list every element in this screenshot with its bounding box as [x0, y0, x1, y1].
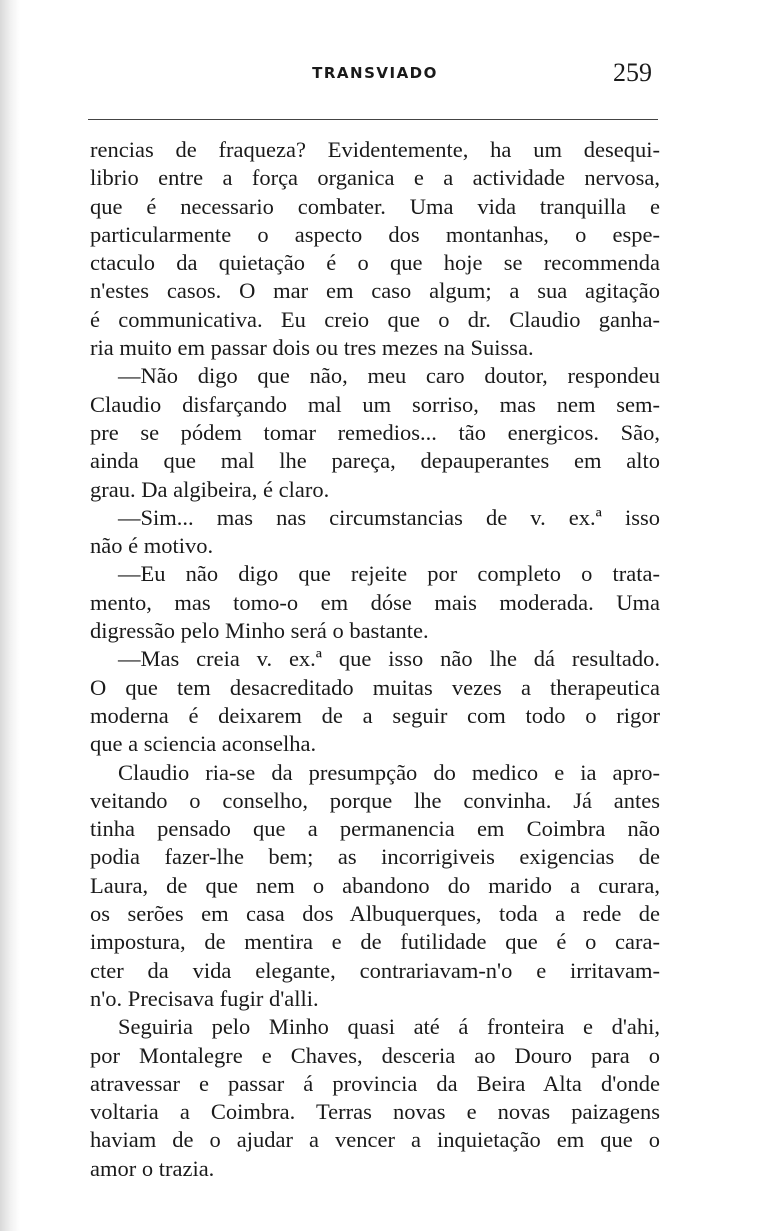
text-line: é communicativa. Eu creio que o dr. Claudio ganha- [90, 306, 660, 332]
text-line: que é necessario combater. Uma vida tranquilla e [90, 193, 660, 219]
header-rule [88, 119, 658, 120]
text-line: —Eu não digo que rejeite por completo o trata- [118, 561, 660, 587]
text-line: rencias de fraqueza? Evidentemente, ha um desequi- [90, 137, 660, 162]
text-line: ainda que mal lhe pareça, depauperantes em alto [90, 448, 660, 474]
text-line: os serões em casa dos Albuquerques, toda a rede de [90, 901, 660, 927]
text-line: grau. Da algibeira, é claro. [90, 476, 330, 502]
text-line: Claudio ria-se da presumpção do medico e ia apro- [118, 759, 660, 785]
page-gutter-shadow [0, 0, 20, 1231]
text-line: n'o. Precisava fugir d'alli. [90, 985, 319, 1011]
text-line: tinha pensado que a permanencia em Coimbra não [90, 816, 660, 842]
text-line: Claudio disfarçando mal um sorriso, mas nem sem- [90, 391, 660, 417]
text-line: por Montalegre e Chaves, desceria ao Douro para o [90, 1042, 660, 1068]
text-line: podia fazer-lhe bem; as incorrigiveis exigencias de [90, 844, 660, 870]
text-line: Laura, de que nem o abandono do marido a curara, [90, 872, 660, 898]
text-line: —Não digo que não, meu caro doutor, respondeu [118, 363, 660, 389]
page-number: 259 [613, 58, 652, 87]
text-line: Seguiria pelo Minho quasi até á fronteira e d'ahi, [118, 1014, 660, 1040]
text-line: cter da vida elegante, contrariavam-n'o e irritavam- [90, 957, 660, 983]
text-line: atravessar e passar á provincia da Beira Alta d'onde [90, 1070, 660, 1096]
text-line: que a sciencia aconselha. [90, 731, 317, 757]
text-line: amor o trazia. [90, 1155, 215, 1181]
running-head: TRANSVIADO [312, 64, 438, 82]
text-line: digressão pelo Minho será o bastante. [90, 618, 429, 644]
text-line: O que tem desacreditado muitas vezes a therapeutica [90, 674, 660, 700]
text-line: n'estes casos. O mar em caso algum; a sua agitação [90, 278, 660, 304]
text-line: moderna é deixarem de a seguir com todo o rigor [90, 702, 660, 728]
text-line: não é motivo. [90, 533, 214, 559]
text-line: voltaria a Coimbra. Terras novas e novas paizagens [90, 1099, 660, 1125]
text-line: —Sim... mas nas circumstancias de v. ex.ª isso [118, 504, 660, 530]
text-line: —Mas creia v. ex.ª que isso não lhe dá resultado. [118, 646, 660, 672]
text-line: pre se pódem tomar remedios... tão energicos. São, [90, 419, 660, 445]
page-header [90, 58, 660, 92]
text-line: impostura, de mentira e de futilidade que é o cara- [90, 929, 660, 955]
text-line: particularmente o aspecto dos montanhas, o espe- [90, 221, 660, 247]
text-line: haviam de o ajudar a vencer a inquietação em que o [90, 1127, 660, 1153]
text-line: ria muito em passar dois ou tres mezes na Suissa. [90, 335, 534, 361]
body-text [90, 136, 660, 1183]
text-line: mento, mas tomo-o em dóse mais moderada. Uma [90, 589, 660, 615]
text-line: veitando o conselho, porque lhe convinha. Já antes [90, 787, 660, 813]
text-line: librio entre a força organica e a actividade nervosa, [90, 165, 660, 191]
text-line: ctaculo da quietação é o que hoje se recommenda [90, 250, 660, 276]
